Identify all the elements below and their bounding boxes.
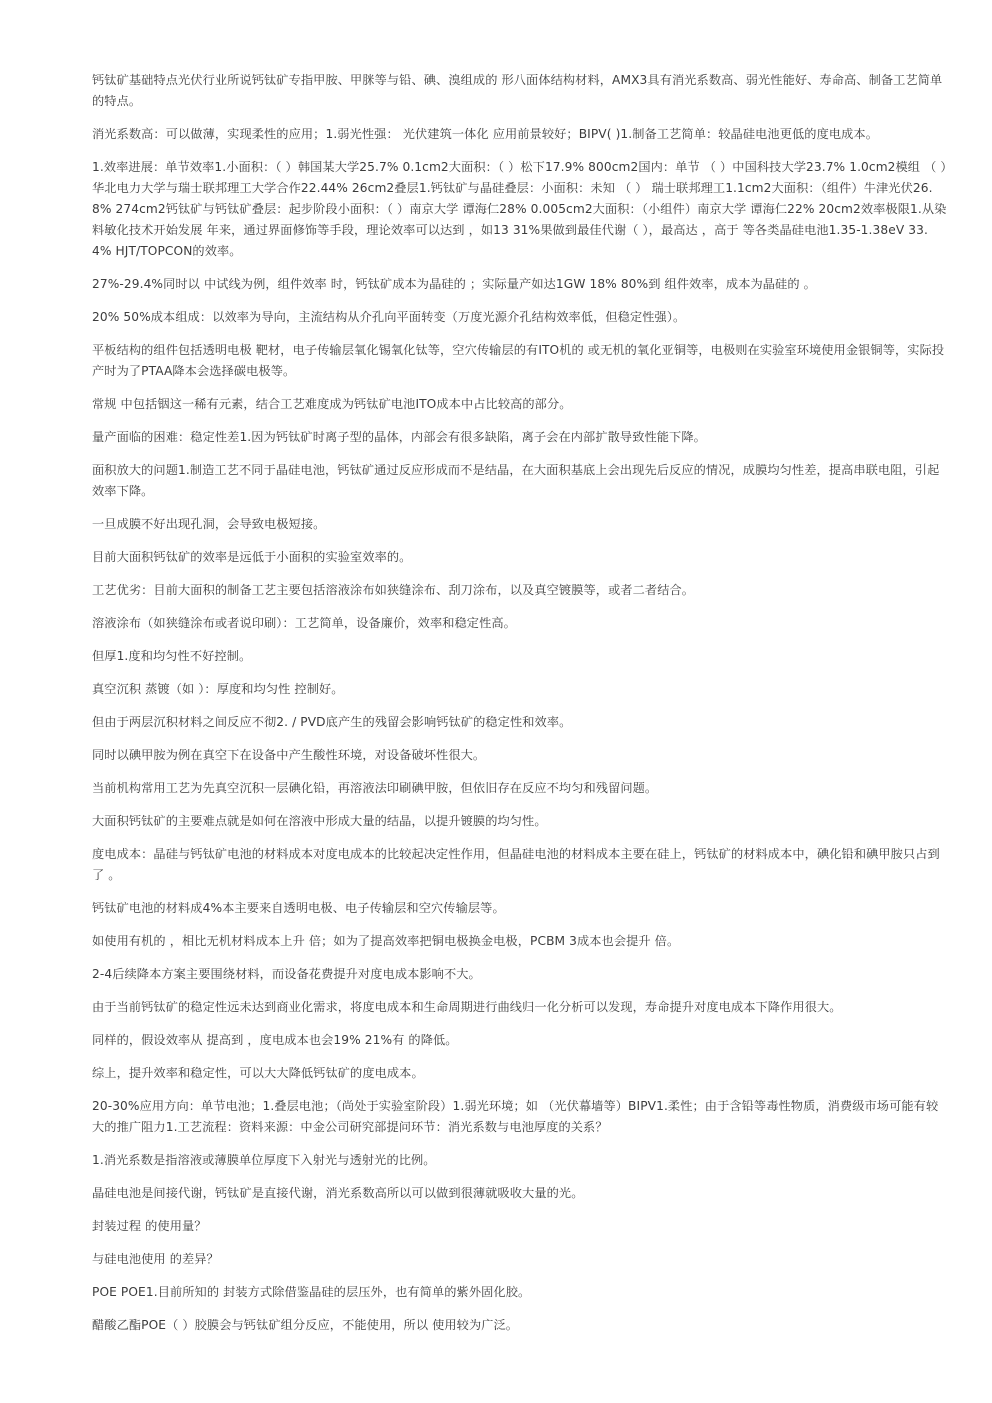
paragraph-film-holes: 一旦成膜不好出现孔洞，会导致电极短接。 — [92, 517, 326, 531]
paragraph-silicon-difference-question: 与硅电池使用 的差异？ — [92, 1252, 219, 1266]
paragraph-perovskite-basics: 钙钛矿基础特点光伏行业所说钙钛矿专指甲胺、甲脒等与铅、碘、溴组成的 形八面体结构材料，AMX3具有消光系数高、弱光性能好、寿命高、制备工艺简单的特点。 — [92, 73, 943, 108]
paragraph-lcoe-materials: 度电成本：晶硅与钙钛矿电池的材料成本对度电成本的比较起决定性作用，但晶硅电池的材料成本主要在硅上，钙钛矿的材料成本中，碘化铅和碘甲胺只占到了 。 — [92, 847, 940, 882]
paragraph-direct-bandgap: 晶硅电池是间接代谢，钙钛矿是直接代谢，消光系数高所以可以做到很薄就吸收大量的光。 — [92, 1186, 584, 1200]
paragraph-solution-coating: 溶液涂布（如狭缝涂布或者说印刷）：工艺简单，设备廉价，效率和稳定性高。 — [92, 616, 516, 630]
paragraph-stability-issue: 量产面临的困难：稳定性差1.因为钙钛矿时离子型的晶体，内部会有很多缺陷，离子会在内部扩散导致性能下降。 — [92, 430, 706, 444]
paragraph-extinction-definition: 1.消光系数是指溶液或薄膜单位厚度下入射光与透射光的比例。 — [92, 1153, 436, 1167]
paragraph-efficiency-gain: 同样的，假设效率从 提高到 ，度电成本也会19% 21%有 的降低。 — [92, 1033, 458, 1047]
paragraph-large-area-efficiency: 目前大面积钙钛矿的效率是远低于小面积的实验室效率的。 — [92, 550, 412, 564]
paragraph-area-scaling: 面积放大的问题1.制造工艺不同于晶硅电池，钙钛矿通过反应形成而不是结晶，在大面积基底上会出现先后反应的情况，成膜均匀性差，提高串联电阻，引起效率下降。 — [92, 463, 940, 498]
paragraph-crystallization: 大面积钙钛矿的主要难点就是如何在溶液中形成大量的结晶，以提升镀膜的均匀性。 — [92, 814, 547, 828]
paragraph-vacuum-deposition: 真空沉积 蒸镀（如 ）：厚度和均匀性 控制好。 — [92, 682, 344, 696]
paragraph-eva-poe: 醋酸乙酯POE（ ）胶膜会与钙钛矿组分反应，不能使用，所以 使用较为广泛。 — [92, 1318, 519, 1332]
paragraph-acidic-environment: 同时以碘甲胺为例在真空下在设备中产生酸性环境，对设备破坏性很大。 — [92, 748, 486, 762]
paragraph-planar-structure: 平板结构的组件包括透明电极 靶材，电子传输层氧化锡氧化钛等，空穴传输层的有ITO机的 或无机的氧化亚铜等，电极则在实验室环境使用金银铜等，实际投产时为了PTAA降本会选择碳电极等。 — [92, 343, 945, 378]
paragraph-extinction-coefficient: 消光系数高：可以做薄，实现柔性的应用；1.弱光性强： 光伏建筑一体化 应用前景较好；BIPV( )1.制备工艺简单：较晶硅电池更低的度电成本。 — [92, 127, 879, 141]
paragraph-indium: 常规 中包括铟这一稀有元素，结合工艺难度成为钙钛矿电池ITO成本中占比较高的部分。 — [92, 397, 572, 411]
paragraph-lifetime-analysis: 由于当前钙钛矿的稳定性远未达到商业化需求，将度电成本和生命周期进行曲线归一化分析可以发现，寿命提升对度电成本下降作用很大。 — [92, 1000, 842, 1014]
paragraph-summary: 综上，提升效率和稳定性，可以大大降低钙钛矿的度电成本。 — [92, 1066, 424, 1080]
paragraph-pilot-line-cost: 27%-29.4%同时以 中试线为例，组件效率 时，钙钛矿成本为晶硅的 ；实际量产如达1GW 18% 80%到 组件效率，成本为晶硅的 。 — [92, 277, 816, 291]
document-body — [92, 70, 947, 1348]
paragraph-material-cost-sources: 钙钛矿电池的材料成4%本主要来自透明电极、电子传输层和空穴传输层等。 — [92, 901, 505, 915]
paragraph-applications: 20-30%应用方向：单节电池；1.叠层电池；（尚处于实验室阶段）1.弱光环境；如 （光伏幕墙等）BIPV1.柔性；由于含铅等毒性物质，消费级市场可能有较大的推广阻力1.工艺流程：资料来源：中金公司研究部提问环节：消光系数与电池厚度的关系？ — [92, 1099, 939, 1134]
paragraph-process-comparison: 工艺优劣：目前大面积的制备工艺主要包括溶液涂布如狭缝涂布、刮刀涂布，以及真空镀膜等，或者二者结合。 — [92, 583, 695, 597]
paragraph-organic-materials: 如使用有机的 ，相比无机材料成本上升 倍；如为了提高效率把铜电极换金电极，PCBM 3成本也会提升 倍。 — [92, 934, 680, 948]
paragraph-encapsulation-question: 封装过程 的使用量？ — [92, 1219, 207, 1233]
paragraph-thickness-control: 但厚1.度和均匀性不好控制。 — [92, 649, 252, 663]
paragraph-hybrid-process: 当前机构常用工艺为先真空沉积一层碘化铅，再溶液法印刷碘甲胺，但依旧存在反应不均匀和残留问题。 — [92, 781, 658, 795]
paragraph-cost-reduction: 2-4后续降本方案主要围绕材料，而设备花费提升对度电成本影响不大。 — [92, 967, 481, 981]
paragraph-efficiency-progress: 1.效率进展：单节效率1.小面积：（ ）韩国某大学25.7% 0.1cm2大面积：（ ）松下17.9% 800cm2国内：单节 （ ）中国科技大学23.7% 1.0cm2模组 （ ）华北电力大学与瑞士联邦理工大学合作22.44% 26cm2叠层1.钙钛矿与晶硅叠层：小面积：未知 （ ） 瑞士联邦理工1.1cm2大面积：（组件）牛津光伏26.8% 274cm2钙钛矿与钙钛矿叠层：起步阶段小面积：（ ）南京大学 谭海仁28% 0.005cm2大面积：（小组件）南京大学 谭海仁22% 20cm2效率极限1.从染料敏化技术开始发展 年来，通过界面修饰等手段，理论效率可以达到 ，如13 31%果做到最佳代谢（ ），最高达 ，高于 等各类晶硅电池1.35-1.38eV 33.4% HJT/TOPCON的效率。 — [92, 160, 947, 258]
paragraph-cost-structure: 20% 50%成本组成：以效率为导向，主流结构从介孔向平面转变（万度光源介孔结构效率低，但稳定性强）。 — [92, 310, 686, 324]
paragraph-incomplete-reaction: 但由于两层沉积材料之间反应不彻2. / PVD底产生的残留会影响钙钛矿的稳定性和效率。 — [92, 715, 572, 729]
paragraph-encapsulation-methods: POE POE1.目前所知的 封装方式除借鉴晶硅的层压外，也有简单的紫外固化胶。 — [92, 1285, 531, 1299]
